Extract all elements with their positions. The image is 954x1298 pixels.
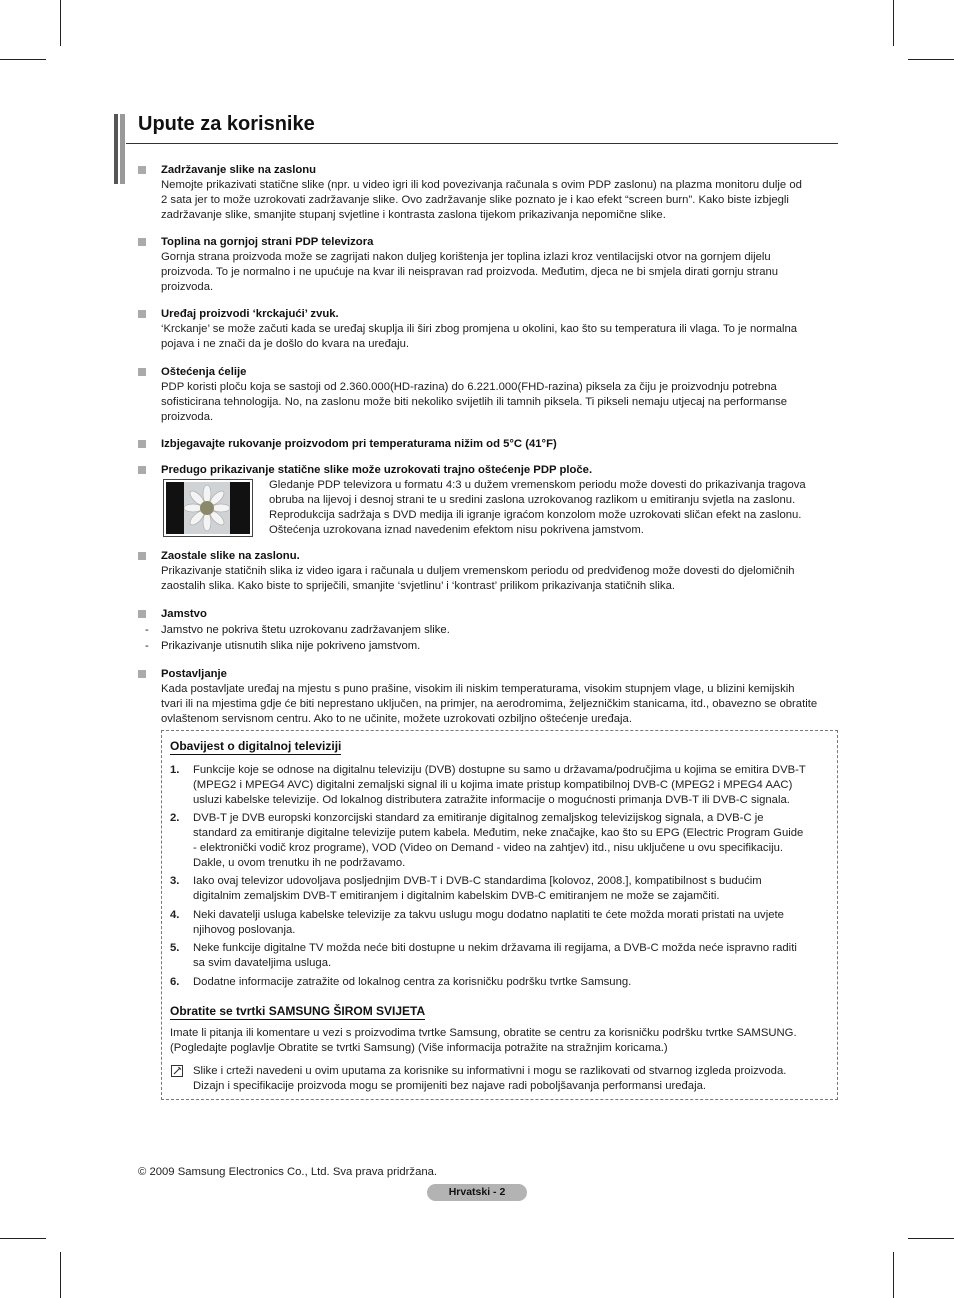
bullet-icon <box>138 552 146 560</box>
section-title: Uređaj proizvodi ‘krckajući’ zvuk. <box>161 308 339 320</box>
body-line: ovlaštenom servisnom centru. Ako to ne učinite, možete uzrokovati ozbiljno oštećenje uređaja. <box>161 713 632 725</box>
body-line: proizvoda. <box>161 411 214 423</box>
item-number: 2. <box>170 812 180 824</box>
section-image-retention <box>138 163 838 223</box>
section-warranty <box>138 607 838 654</box>
item-number: 1. <box>170 764 180 776</box>
item-line: sa svim davateljima usluga. <box>193 957 332 969</box>
body-line: pojava i ne znači da je došlo do kvara na uređaju. <box>161 338 410 350</box>
bullet-icon <box>138 440 146 448</box>
body-line: zadržavanje slike, smanjite stupanj svjetline i kontrasta zaslona tijekom prikazivanja nepomične slike. <box>161 209 666 221</box>
body-line: Slike i crteži navedeni u ovim uputama za korisnike su informativni i mogu se razlikovati od stvarnog izgleda proizvoda. <box>193 1065 787 1077</box>
title-accent-bar <box>114 114 126 184</box>
item-line: Neki davatelji usluga kabelske televizije za takvu uslugu mogu dodatno naplatiti te ćete možda morati pristati na uvjete <box>193 909 784 921</box>
bullet-icon <box>138 610 146 618</box>
section-body <box>138 380 838 425</box>
body-line: Dizajn i specifikacije proizvoda mogu se promijeniti bez najave radi poboljšavanja performansi uređaja. <box>193 1080 707 1092</box>
section-title: Toplina na gornjoj strani PDP televizora <box>161 236 374 248</box>
list-item-text: Jamstvo ne pokriva štetu uzrokovanu zadržavanjem slike. <box>161 624 450 636</box>
body-line: ‘Krckanje’ se može začuti kada se uređaj skuplja ili širi zbog promjena u okolini, kao što su temperatura ili vlaga. To je normalna <box>161 323 798 335</box>
page-title: Upute za korisnike <box>138 113 315 135</box>
body-line: tvari ili na mjestima gdje će biti neprestano uključen, na primjer, na aerodromima, željezničkim stanicama, itd., obavezno se obratite <box>161 698 818 710</box>
numbered-item <box>170 763 830 808</box>
section-static-image <box>138 463 838 478</box>
title-rule <box>126 143 838 144</box>
crop-mark <box>60 1252 61 1298</box>
crop-mark <box>908 59 954 60</box>
item-line: - elektronički vodič kroz programe), VOD (Video on Demand - video na zahtjev) itd., nisu uključene u ovu specifikaciju. <box>193 842 784 854</box>
section-title: Oštećenja ćelije <box>161 366 247 378</box>
numbered-item <box>170 811 830 871</box>
body-line: Oštećenja uzrokovana iznad navedenim efektom nisu pokrivena jamstvom. <box>269 524 644 536</box>
bullet-icon <box>138 238 146 246</box>
list-item: - Jamstvo ne pokriva štetu uzrokovanu zadržavanjem slike. <box>145 624 450 636</box>
bullet-icon <box>138 310 146 318</box>
numbered-item <box>170 975 830 990</box>
item-line: Funkcije koje se odnose na digitalnu televiziju (DVB) dostupne su samo u državama/područjima u kojima se emitira DVB-T <box>193 764 806 776</box>
item-line: Dodatne informacije zatražite od lokalnog centra za korisničku podršku tvrtke Samsung. <box>193 976 632 988</box>
section-body <box>138 564 838 594</box>
body-line: Prikazivanje statičnih slika iz video igara i računala u duljem vremenskom periodu od predviđenog može dovesti do djelomičnih <box>161 565 795 577</box>
section-cracking-sound <box>138 307 838 352</box>
body-line: zaostalih slika. Kako biste to spriječili, smanjite ‘svjetlinu’ i ‘kontrast’ prilikom prikazivanja statičnih slika. <box>161 580 675 592</box>
crop-mark <box>908 1238 954 1239</box>
item-number: 5. <box>170 942 180 954</box>
crop-mark <box>893 1252 894 1298</box>
note-icon <box>170 1064 184 1078</box>
section-body <box>138 682 838 727</box>
section-cell-defects <box>138 365 838 425</box>
bullet-icon <box>138 466 146 474</box>
body-line: Imate li pitanja ili komentare u vezi s proizvodima tvrtke Samsung, obratite se centru za korisničku podršku tvrtke SAMSUNG. <box>170 1027 797 1039</box>
crop-mark <box>893 0 894 46</box>
bullet-icon <box>138 166 146 174</box>
list-item-text: Prikazivanje utisnutih slika nije pokriveno jamstvom. <box>161 640 421 652</box>
body-line: 2 sata jer to može uzrokovati zadržavanje slike. Ovo zadržavanje slike poznato je i kao efekt “screen burn”. Kako biste izbjegli <box>161 194 789 206</box>
item-line: DVB-T je DVB europski konzorcijski standard za emitiranje digitalnog zemaljskog televizijskog signala, a DVB-C je <box>193 812 764 824</box>
warranty-list <box>138 623 838 654</box>
section-heat <box>138 235 838 295</box>
item-number: 3. <box>170 875 180 887</box>
digital-tv-heading: Obavijest o digitalnoj televiziji <box>170 739 342 753</box>
section-title: Zadržavanje slike na zaslonu <box>161 164 317 176</box>
list-item: - Prikazivanje utisnutih slika nije pokriveno jamstvom. <box>145 640 421 652</box>
crop-mark <box>60 0 61 46</box>
item-line: digitalnim zemaljskim DVB-T emitiranjem i digitalnim kabelskim DVB-C emitiranjem ne može se zajamčiti. <box>193 890 720 902</box>
body-line: Reprodukcija sadržaja s DVD medija ili igranje igraćom konzolom može uzrokovati sličan efekt na zaslonu. <box>269 509 802 521</box>
flower-icon <box>184 482 230 534</box>
item-line: Iako ovaj televizor udovoljava posljednjim DVB-T i DVB-C standardima [kolovoz, 2008.], kompatibilnost s budućim <box>193 875 762 887</box>
section-low-temperature <box>138 437 838 452</box>
body-line: proizvoda. <box>161 281 214 293</box>
page-number-badge: Hrvatski - 2 <box>427 1184 527 1201</box>
body-line: sofisticirana tehnologija. No, na zaslonu može biti nekoliko svijetlih ili tamnih piksela. Ti pikseli nemaju utjecaj na performanse <box>161 396 788 408</box>
bullet-icon <box>138 670 146 678</box>
section-afterimages <box>138 549 838 594</box>
body-line: Kada postavljate uređaj na mjestu s puno prašine, visokim ili niskim temperaturama, visokim stupnjem vlage, u blizini kemijskih <box>161 683 795 695</box>
section-installation <box>138 667 838 727</box>
item-line: standard za emitiranje digitalne televizije putem kabela. Međutim, neke značajke, kao što su EPG (Electric Program Guide <box>193 827 804 839</box>
crop-mark <box>0 1238 46 1239</box>
item-number: 4. <box>170 909 180 921</box>
copyright-text: © 2009 Samsung Electronics Co., Ltd. Sva prava pridržana. <box>138 1166 438 1178</box>
body-line: (Pogledajte poglavlje Obratite se tvrtki Samsung) (Više informacija potražite na stražnjim koricama.) <box>170 1042 668 1054</box>
contact-text <box>170 1026 830 1056</box>
section-body <box>138 178 838 223</box>
item-line: Dakle, u ovom trenutku ih ne podržavamo. <box>193 857 406 869</box>
note-text <box>193 1064 833 1094</box>
contact-heading: Obratite se tvrtki SAMSUNG ŠIROM SVIJETA <box>170 1004 426 1018</box>
screen-burn-illustration <box>163 479 253 537</box>
screen-burn-text <box>269 478 839 538</box>
body-line: Nemojte prikazivati statične slike (npr. u video igri ili kod povezivanja računala s ovim PDP zaslonu) na plazma monitoru dulje od <box>161 179 802 191</box>
item-line: (MPEG2 i MPEG4 AVC) digitalni zemaljski signal ili u kojima imate pristup kompatibilnoj DVB-C (MPEG2 i MPEG4 AAC) <box>193 779 793 791</box>
section-title: Izbjegavajte rukovanje proizvodom pri temperaturama nižim od 5°C (41°F) <box>161 438 557 450</box>
section-title: Zaostale slike na zaslonu. <box>161 550 300 562</box>
numbered-item <box>170 874 830 904</box>
section-body <box>138 322 838 352</box>
crop-mark <box>0 59 46 60</box>
item-number: 6. <box>170 976 180 988</box>
bullet-icon <box>138 368 146 376</box>
numbered-item <box>170 908 830 938</box>
section-title: Predugo prikazivanje statične slike može uzrokovati trajno oštećenje PDP ploče. <box>161 464 593 476</box>
body-line: Gornja strana proizvoda može se zagrijati nakon duljeg korištenja jer toplina izlazi kroz ventilacijski otvor na gornjem dijelu <box>161 251 771 263</box>
item-line: usluzi kabelske televizije. Od lokalnog distributera zatražite informacije o mogućnosti primanja DVB-T ili DVB-C signala. <box>193 794 790 806</box>
body-line: obruba na lijevoj i desnoj strani te u sredini zaslona uzrokovanog razlikom u emitiranju svjetla na zaslonu. <box>269 494 796 506</box>
section-body <box>138 250 838 295</box>
item-line: njihovog poslovanja. <box>193 924 296 936</box>
section-title: Jamstvo <box>161 608 207 620</box>
numbered-item <box>170 941 830 971</box>
body-line: Gledanje PDP televizora u formatu 4:3 u dužem vremenskom periodu može dovesti do prikazivanja tragova <box>269 479 806 491</box>
body-line: PDP koristi ploču koja se sastoji od 2.360.000(HD-razina) do 6.221.000(FHD-razina) piksela za čiju je proizvodnju potrebna <box>161 381 777 393</box>
section-title: Postavljanje <box>161 668 227 680</box>
item-line: Neke funkcije digitalne TV možda neće biti dostupne u nekim državama ili regijama, a DVB-C možda neće ispravno raditi <box>193 942 797 954</box>
body-line: proizvoda. To je normalno i ne upućuje na kvar ili neispravan rad proizvoda. Međutim, djeca ne bi smjela dirati gornju stranu <box>161 266 779 278</box>
